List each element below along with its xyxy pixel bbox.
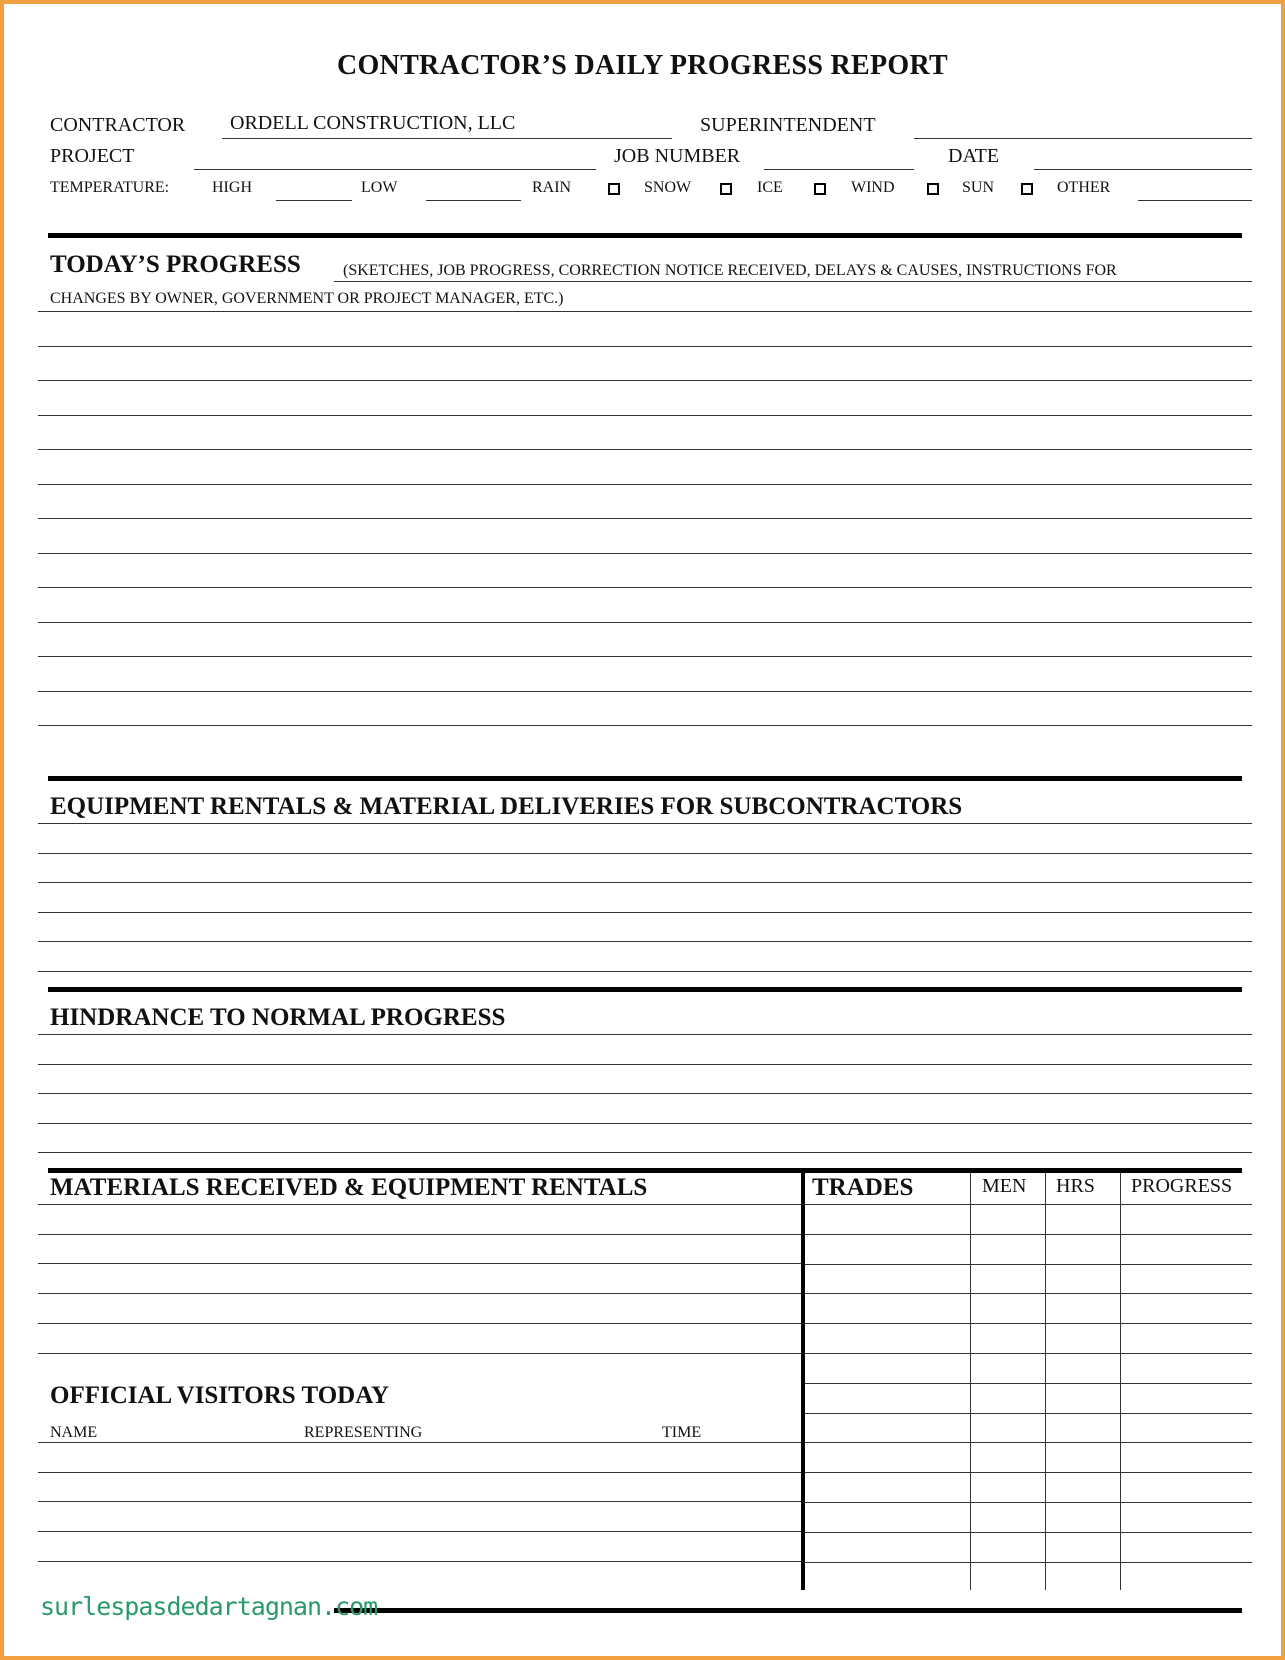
progress-writing-line[interactable]	[38, 311, 1252, 312]
progress-writing-line[interactable]	[38, 484, 1252, 485]
trades-row-line[interactable]	[804, 1383, 1252, 1384]
weather-rain-label: RAIN	[532, 179, 572, 196]
trades-row-line[interactable]	[804, 1472, 1252, 1473]
trades-heading: TRADES	[812, 1174, 914, 1201]
trades-row-line[interactable]	[804, 1323, 1252, 1324]
progress-writing-line[interactable]	[38, 587, 1252, 588]
trades-row-line[interactable]	[804, 1562, 1252, 1563]
trades-row-line[interactable]	[804, 1442, 1252, 1443]
trades-row-line[interactable]	[804, 1532, 1252, 1533]
trades-row-line[interactable]	[804, 1413, 1252, 1414]
ice-checkbox[interactable]	[814, 183, 826, 195]
progress-writing-line[interactable]	[38, 725, 1252, 726]
sun-checkbox[interactable]	[1021, 183, 1033, 195]
progress-note-underline	[334, 281, 1252, 282]
weather-wind-label: WIND	[851, 179, 895, 196]
equipment-writing-line[interactable]	[38, 912, 1252, 913]
watermark-text: surlespasdedartagnan.com	[40, 1592, 378, 1621]
visitors-row-line[interactable]	[38, 1501, 801, 1502]
materials-heading: MATERIALS RECEIVED & EQUIPMENT RENTALS	[50, 1174, 648, 1201]
section-divider	[48, 987, 1242, 992]
equipment-writing-line[interactable]	[38, 853, 1252, 854]
visitors-row-line[interactable]	[38, 1442, 801, 1443]
temperature-label: TEMPERATURE:	[50, 179, 170, 196]
trades-row-line[interactable]	[804, 1502, 1252, 1503]
visitors-row-line[interactable]	[38, 1561, 801, 1562]
equipment-writing-line[interactable]	[38, 823, 1252, 824]
visitors-col-time: TIME	[662, 1424, 702, 1441]
trades-col-progress: PROGRESS	[1131, 1175, 1233, 1197]
progress-writing-line[interactable]	[38, 415, 1252, 416]
job-number-underline	[764, 169, 914, 170]
weather-ice-label: ICE	[757, 179, 783, 196]
materials-writing-line[interactable]	[38, 1204, 801, 1205]
visitors-row-line[interactable]	[38, 1472, 801, 1473]
high-label: HIGH	[212, 179, 252, 196]
progress-note-line1: (SKETCHES, JOB PROGRESS, CORRECTION NOTICE RECEIVED, DELAYS & CAUSES, INSTRUCTIONS FOR	[343, 262, 1117, 279]
equipment-writing-line[interactable]	[38, 882, 1252, 883]
weather-sun-label: SUN	[962, 179, 995, 196]
trades-col-men: MEN	[982, 1175, 1027, 1197]
section-divider	[48, 1168, 1242, 1173]
trades-row-line[interactable]	[804, 1234, 1252, 1235]
hindrance-writing-line[interactable]	[38, 1123, 1252, 1124]
progress-writing-line[interactable]	[38, 622, 1252, 623]
other-label: OTHER	[1057, 179, 1111, 196]
bottom-rule	[334, 1608, 1242, 1613]
progress-note-line2: CHANGES BY OWNER, GOVERNMENT OR PROJECT MANAGER, ETC.)	[50, 290, 564, 307]
trades-row-line[interactable]	[804, 1204, 1252, 1205]
job-number-label: JOB NUMBER	[614, 145, 741, 167]
trades-col-hrs: HRS	[1056, 1175, 1095, 1197]
hindrance-writing-line[interactable]	[38, 1093, 1252, 1094]
superintendent-label: SUPERINTENDENT	[700, 114, 876, 136]
visitors-heading: OFFICIAL VISITORS TODAY	[50, 1382, 390, 1409]
progress-writing-line[interactable]	[38, 346, 1252, 347]
hindrance-heading: HINDRANCE TO NORMAL PROGRESS	[50, 1004, 506, 1031]
low-input[interactable]	[426, 200, 521, 201]
visitors-col-name: NAME	[50, 1424, 98, 1441]
project-label: PROJECT	[50, 145, 135, 167]
visitors-row-line[interactable]	[38, 1531, 801, 1532]
hindrance-writing-line[interactable]	[38, 1064, 1252, 1065]
other-input[interactable]	[1138, 200, 1252, 201]
contractor-underline	[222, 138, 672, 139]
progress-writing-line[interactable]	[38, 518, 1252, 519]
progress-writing-line[interactable]	[38, 656, 1252, 657]
project-underline	[194, 169, 596, 170]
hindrance-writing-line[interactable]	[38, 1152, 1252, 1153]
materials-writing-line[interactable]	[38, 1293, 801, 1294]
weather-snow-label: SNOW	[644, 179, 692, 196]
equipment-writing-line[interactable]	[38, 941, 1252, 942]
contractor-value[interactable]: ORDELL CONSTRUCTION, LLC	[230, 112, 516, 134]
snow-checkbox[interactable]	[720, 183, 732, 195]
materials-writing-line[interactable]	[38, 1353, 801, 1354]
superintendent-underline	[914, 138, 1252, 139]
progress-writing-line[interactable]	[38, 449, 1252, 450]
low-label: LOW	[361, 179, 398, 196]
materials-writing-line[interactable]	[38, 1234, 801, 1235]
section-divider	[48, 233, 1242, 238]
progress-writing-line[interactable]	[38, 553, 1252, 554]
progress-writing-line[interactable]	[38, 380, 1252, 381]
date-label: DATE	[948, 145, 1000, 167]
progress-writing-line[interactable]	[38, 691, 1252, 692]
rain-checkbox[interactable]	[608, 183, 620, 195]
materials-writing-line[interactable]	[38, 1263, 801, 1264]
high-input[interactable]	[276, 200, 352, 201]
contractor-label: CONTRACTOR	[50, 114, 186, 136]
visitors-col-representing: REPRESENTING	[304, 1424, 423, 1441]
section-divider	[48, 776, 1242, 781]
wind-checkbox[interactable]	[927, 183, 939, 195]
report-title: CONTRACTOR’S DAILY PROGRESS REPORT	[336, 50, 949, 81]
progress-heading: TODAY’S PROGRESS	[50, 251, 301, 278]
trades-row-line[interactable]	[804, 1293, 1252, 1294]
trades-row-line[interactable]	[804, 1353, 1252, 1354]
trades-row-line[interactable]	[804, 1264, 1252, 1265]
equipment-writing-line[interactable]	[38, 971, 1252, 972]
hindrance-writing-line[interactable]	[38, 1034, 1252, 1035]
materials-writing-line[interactable]	[38, 1323, 801, 1324]
date-underline	[1034, 169, 1252, 170]
equipment-heading: EQUIPMENT RENTALS & MATERIAL DELIVERIES FOR SUBCONTRACTORS	[50, 793, 963, 820]
